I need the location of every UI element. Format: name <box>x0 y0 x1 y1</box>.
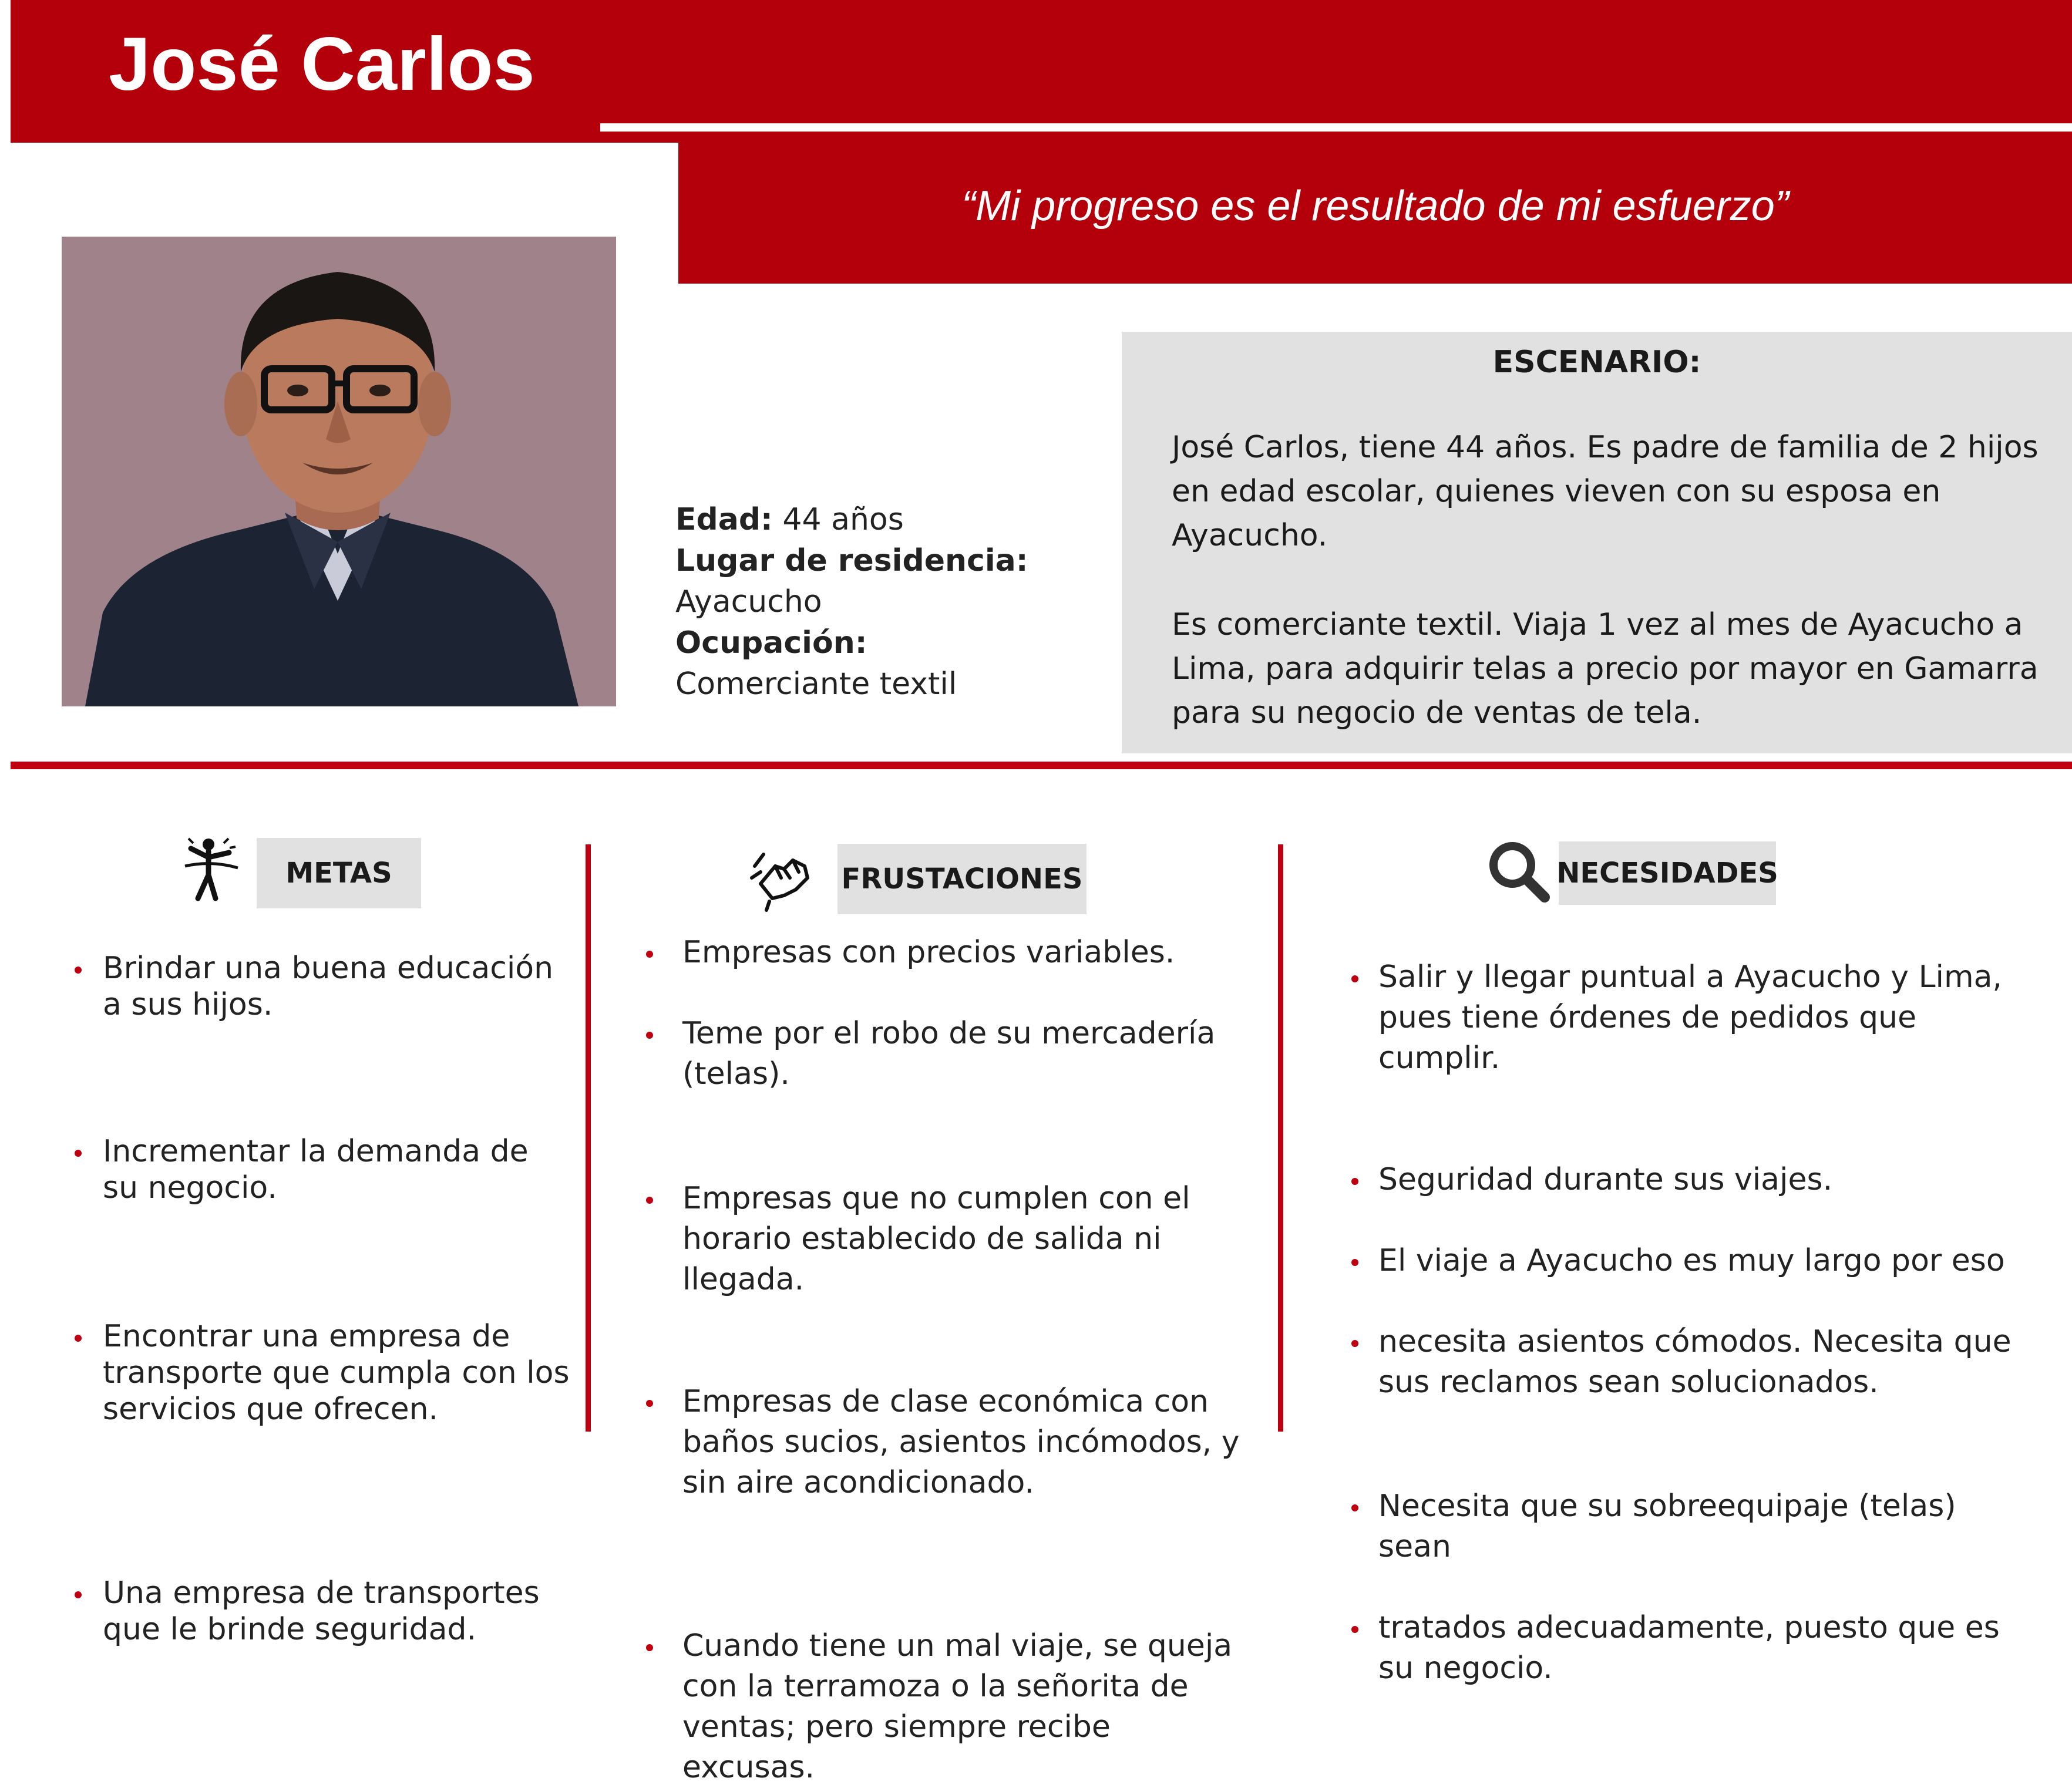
age-value: 44 años <box>772 502 904 537</box>
bullet <box>646 951 653 958</box>
bullet <box>75 1335 82 1342</box>
scenario-paragraph-1: José Carlos, tiene 44 años. Es padre de familia de 2 hijos en edad escolar, quienes vieven con su esposa en Ayacucho. <box>1172 430 2039 553</box>
list-item: Brindar una buena educación a sus hijos. <box>103 950 573 1023</box>
bullet <box>1351 1340 1358 1347</box>
bullet <box>1351 1626 1358 1633</box>
bullet <box>1351 1259 1358 1266</box>
bullet <box>646 1400 653 1407</box>
profile-details <box>675 499 1028 705</box>
bullet <box>1351 975 1358 982</box>
list-item: Incrementar la demanda de su negocio. <box>103 1133 573 1206</box>
bullet <box>646 1032 653 1039</box>
section-divider <box>11 762 2072 769</box>
list-item: Una empresa de transportes que le brinde seguridad. <box>103 1575 573 1648</box>
persona-name: José Carlos <box>109 22 535 106</box>
list-item: necesita asientos cómodos. Necesita que sus reclamos sean solucionados. <box>1378 1322 2024 1403</box>
scenario-paragraph-2: Es comerciante textil. Viaja 1 vez al mes de Ayacucho a Lima, para adquirir telas a precio por mayor en Gamarra para su negocio de ventas de tela. <box>1172 607 2039 730</box>
finish-line-runner-icon <box>179 834 244 898</box>
list-item: Empresas que no cumplen con el horario establecido de salida ni llegada. <box>682 1178 1240 1300</box>
occupation-label: Ocupación: <box>675 625 867 661</box>
list-item: Empresas de clase económica con baños sucios, asientos incómodos, y sin aire acondicionado. <box>682 1382 1240 1503</box>
list-item: Encontrar una empresa de transporte que cumpla con los servicios que ofrecen. <box>103 1318 573 1427</box>
residence-value: Ayacucho <box>675 584 822 619</box>
list-item: El viaje a Ayacucho es muy largo por eso <box>1378 1241 2024 1281</box>
frustraciones-title: FRUSTACIONES <box>837 844 1087 914</box>
bullet <box>75 967 82 974</box>
bullet <box>646 1644 653 1651</box>
list-item: tratados adecuadamente, puesto que es su negocio. <box>1378 1608 2024 1689</box>
list-item: Seguridad durante sus viajes. <box>1378 1160 2024 1200</box>
header-white-line <box>600 123 2072 132</box>
occupation-value: Comerciante textil <box>675 666 957 702</box>
age-label: Edad: <box>675 502 773 537</box>
bullet <box>75 1591 82 1598</box>
bullet <box>1351 1504 1358 1511</box>
list-item: Salir y llegar puntual a Ayacucho y Lima, pues tiene órdenes de pedidos que cumplir. <box>1378 957 2024 1079</box>
list-item: Teme por el robo de su mercadería (telas). <box>682 1013 1240 1095</box>
list-item: Necesita que su sobreequipaje (telas) sean <box>1378 1486 2024 1567</box>
necesidades-title: NECESIDADES <box>1559 841 1776 905</box>
age-row <box>675 499 1028 540</box>
list-item: Empresas con precios variables. <box>682 932 1240 973</box>
scenario-title: ESCENARIO: <box>1492 345 1701 380</box>
persona-quote: “Mi progreso es el resultado de mi esfuerzo” <box>961 183 1789 230</box>
metas-title: METAS <box>257 838 421 908</box>
handshake-fist-icon <box>749 843 813 907</box>
column-divider-1 <box>586 844 591 1432</box>
search-icon <box>1486 839 1550 903</box>
column-divider-2 <box>1278 844 1283 1432</box>
list-item: Cuando tiene un mal viaje, se queja con la terramoza o la señorita de ventas; pero siempre recibe excusas. <box>682 1626 1240 1788</box>
bullet <box>1351 1178 1358 1185</box>
scenario-panel <box>1122 332 2072 753</box>
residence-label: Lugar de residencia: <box>675 543 1028 578</box>
bullet <box>75 1150 82 1157</box>
bullet <box>646 1197 653 1204</box>
